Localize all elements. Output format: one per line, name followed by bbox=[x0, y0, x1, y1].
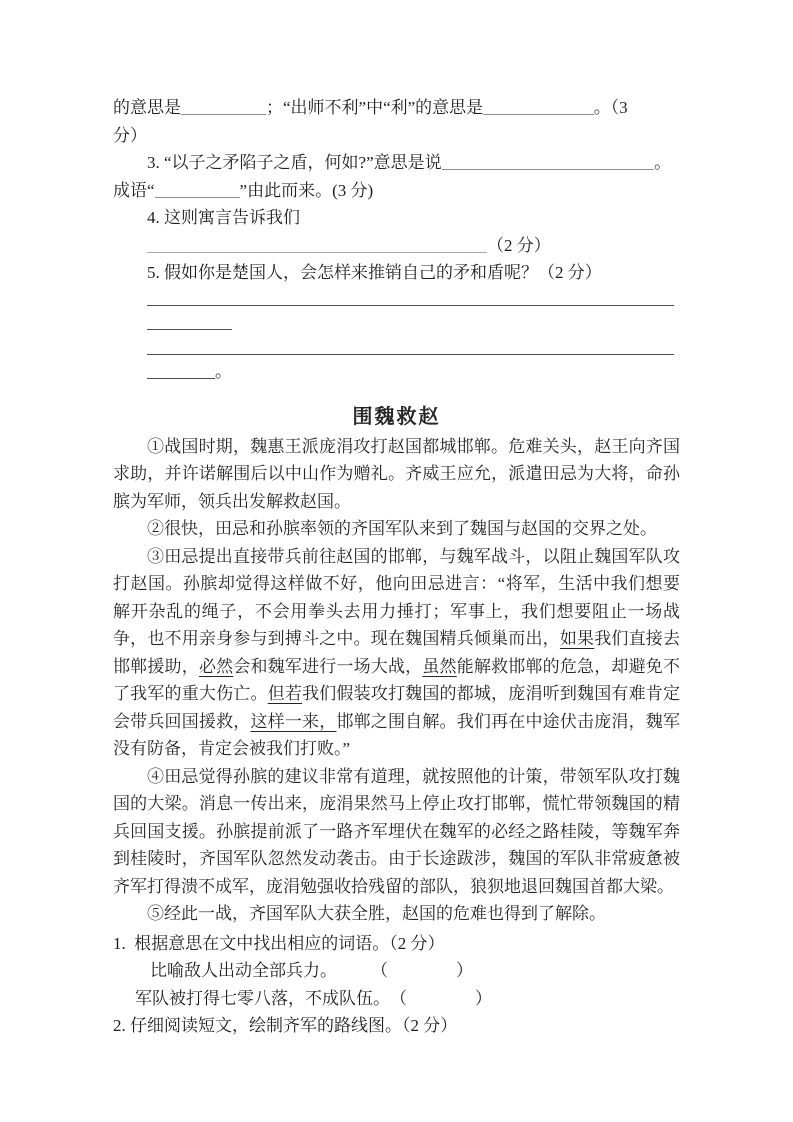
passage-paragraph-4: ④田忌觉得孙膑的建议非常有道理，就按照他的计策，带领军队攻打魏国的大梁。消息一传出来，庞涓果然马上停止攻打邯郸，慌忙带领魏国的精兵回国支援。孙膑提前派了一路齐军埋伏在魏军的必经之路桂陵，等魏军奔到桂陵时，齐国军队忽然发动袭击。由于长途跋涉，魏国的军队非常疲惫被齐军打得溃不成军，庞涓勉强收拾残留的部队，狼狈地退回魏国首都大梁。 bbox=[113, 766, 680, 896]
answer-blank-line-2 bbox=[113, 311, 680, 336]
comprehension-question-1-line: 1. 根据意思在文中找出相应的词语。（2 分） bbox=[113, 933, 445, 953]
passage-paragraph-5: ⑤经此一战，齐国军队大获全胜，赵国的危难也得到了解除。 bbox=[147, 904, 606, 923]
fill-in-blank bbox=[483, 100, 594, 115]
underlined-phrase: 但若 bbox=[267, 684, 303, 703]
passage-paragraph-1: ①战国时期，魏惠王派庞涓攻打赵国都城邯郸。危难关头，赵王向齐国求助，并许诺解围后以中山作为赠礼。齐威王应允，派遣田忌为大将，命孙膑为军师，领兵出发解救赵国。 bbox=[113, 436, 680, 511]
question-4-line: 4. 这则寓言告诉我们 bbox=[147, 208, 300, 227]
definition-item-2: 军队被打得七零八落，不成队伍。 （ ） bbox=[135, 988, 492, 1008]
underlined-phrase: 这样一来， bbox=[250, 711, 337, 731]
underlined-phrase: 必然 bbox=[198, 656, 234, 676]
question-5-line: 5. 假如你是楚国人，会怎样来推销自己的矛和盾呢？（2 分） bbox=[147, 263, 602, 282]
fill-in-blank bbox=[147, 315, 232, 330]
answer-blank-line-1 bbox=[113, 287, 680, 312]
test-paper-content bbox=[113, 94, 680, 1040]
answer-blank-line-4: 。 bbox=[113, 360, 680, 385]
fill-in-blank bbox=[442, 155, 655, 170]
fill-in-blank bbox=[147, 291, 674, 306]
underlined-phrase: 如果 bbox=[559, 629, 595, 648]
underlined-phrase: 虽然 bbox=[422, 656, 457, 676]
question-3-line: 3. “以子之矛陷子之盾，何如?”意思是说 。 bbox=[147, 153, 672, 172]
fill-in-blank bbox=[155, 183, 240, 198]
passage-paragraph-3: ③田忌提出直接带兵前往赵国的邯郸，与魏军战斗，以阻止魏国军队攻打赵国。孙膑却觉得这样做不好，他向田忌进言：“将军，生活中我们想要解开杂乱的绳子，不会用拳头去用力捶打；军事上，我们想要阻止一场战争，也不用亲身参与到搏斗之中。现在魏国精兵倾巢而出，如果我们直接去邯郸援助，必然会和魏军进行一场大战，虽然能解救邯郸的危急，却避免不了我军的重大伤亡。但若我们假装攻打魏国的都城，庞涓听到魏国有难肯定会带兵回国援救，这样一来，邯郸之围自解。我们再在中途伏击庞涓，魏军没有防备，肯定会被我们打败。” bbox=[113, 546, 680, 758]
fill-in-blank bbox=[181, 100, 266, 115]
passage-paragraph-2: ②很快，田忌和孙膑率领的齐国军队来到了魏国与赵国的交界之处。 bbox=[147, 519, 657, 538]
fill-in-blank bbox=[147, 238, 487, 253]
fill-in-blank bbox=[147, 364, 215, 379]
question-3-continuation-line: 成语“ ”由此而来。(3 分) bbox=[113, 180, 374, 200]
definition-item-1: 比喻敌人出动全部兵力。 （ ） bbox=[150, 961, 473, 980]
comprehension-question-2-line: 2. 仔细阅读短文，绘制齐军的路线图。（2 分） bbox=[113, 1016, 458, 1035]
comprehension-questions bbox=[113, 930, 680, 1040]
passage-title: 围魏救赵 bbox=[352, 405, 441, 428]
answer-blank-line-3 bbox=[113, 336, 680, 361]
reading-passage bbox=[113, 401, 680, 928]
question-2-score-line: 分） bbox=[113, 125, 147, 145]
question-4-answer-line: （2 分） bbox=[113, 232, 680, 260]
fill-in-blank bbox=[147, 340, 674, 355]
question-2-continuation-line: 的意思是 ；“出师不利”中“利”的意思是 。（3 bbox=[113, 98, 628, 117]
